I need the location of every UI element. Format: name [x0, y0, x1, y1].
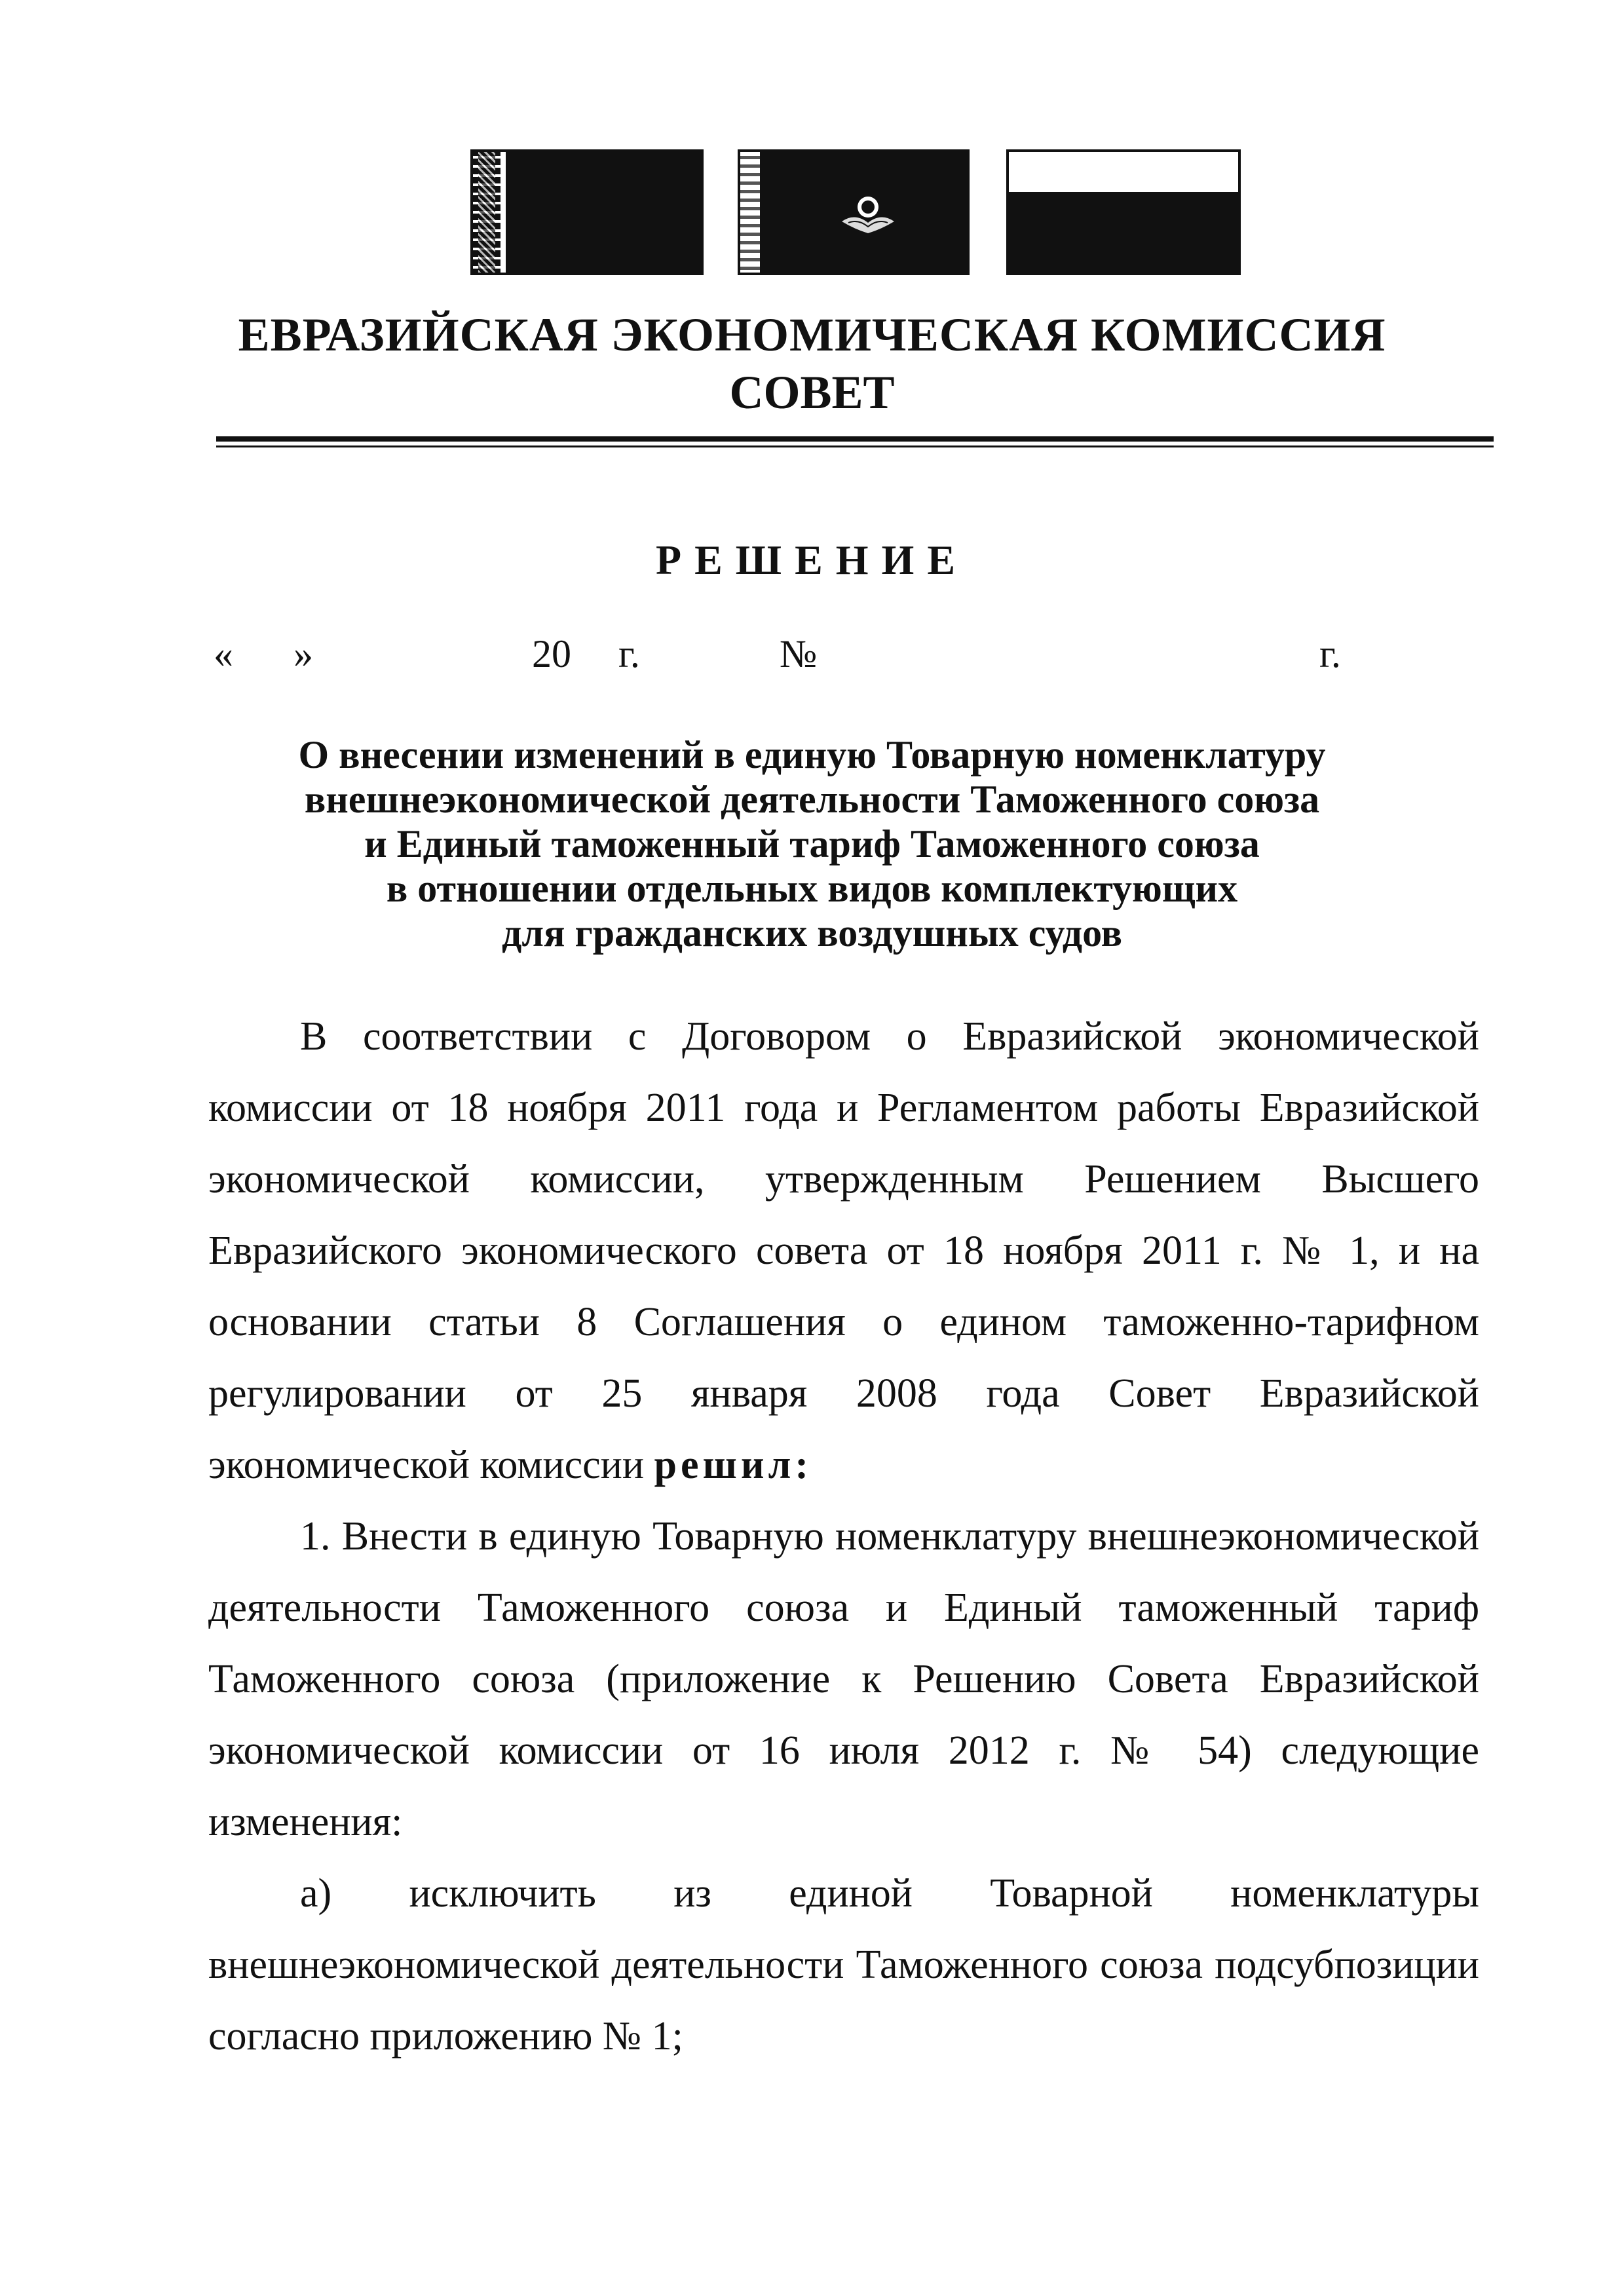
header-divider	[216, 436, 1494, 442]
heading-line: внешнеэкономической деятельности Таможенного союза	[304, 778, 1320, 821]
item-1-paragraph: 1. Внести в единую Товарную номенклатуру внешнеэкономической деятельности Таможенного союза и Единый таможенный тариф Таможенного союза (приложение к Решению Совета Евразийской экономической комиссии от 16 июля 2012 г. № 54) следующие изменения:	[208, 1514, 1479, 1844]
flag-ornament	[473, 152, 506, 273]
heading-line: и Единый таможенный тариф Таможенного союза	[364, 822, 1260, 865]
document-heading	[0, 732, 1624, 955]
preamble-paragraph	[208, 1001, 1479, 1501]
item-1a-paragraph: а) исключить из единой Товарной номенклатуры внешнеэкономической деятельности Таможенного союза подсубпозиции согласно приложению № 1;	[208, 1871, 1479, 2058]
flag-belarus-icon	[470, 149, 704, 275]
sun-eagle-icon	[839, 183, 897, 242]
flag-ornament	[740, 152, 760, 273]
preamble-text: В соответствии с Договором о Евразийской экономической комиссии от 18 ноября 2011 года и Регламентом работы Евразийской экономической комиссии, утвержденным Решением Высшего Евразийского экономического совета от 18 ноября 2011 г. № 1, и на основании статьи 8 Соглашения о едином таможенно-тарифном регулировании от 25 января 2008 года Совет Евразийской экономической комиссии	[208, 1014, 1479, 1487]
date-open-quote: «	[214, 632, 233, 675]
flag-russia-icon	[1006, 149, 1241, 275]
document-type: РЕШЕНИЕ	[656, 537, 968, 583]
header-divider-thin	[216, 446, 1494, 447]
heading-line: для гражданских воздушных судов	[501, 911, 1123, 955]
decided-word: решил:	[654, 1443, 813, 1487]
council-title: СОВЕТ	[729, 366, 895, 419]
date-year: 20	[532, 632, 571, 675]
flag-white-band	[1009, 152, 1238, 193]
flag-kazakhstan-icon	[738, 149, 970, 275]
document-body	[208, 1001, 1479, 2072]
heading-line: О внесении изменений в единую Товарную номенклатуру	[298, 733, 1326, 776]
date-close-quote: »	[293, 632, 313, 675]
document-number-label: №	[780, 632, 818, 675]
heading-line: в отношении отдельных видов комплектующих	[386, 867, 1238, 910]
organization-title: ЕВРАЗИЙСКАЯ ЭКОНОМИЧЕСКАЯ КОМИССИЯ	[238, 309, 1386, 361]
date-year-suffix: г.	[618, 632, 640, 675]
city-suffix: г.	[1319, 632, 1341, 675]
